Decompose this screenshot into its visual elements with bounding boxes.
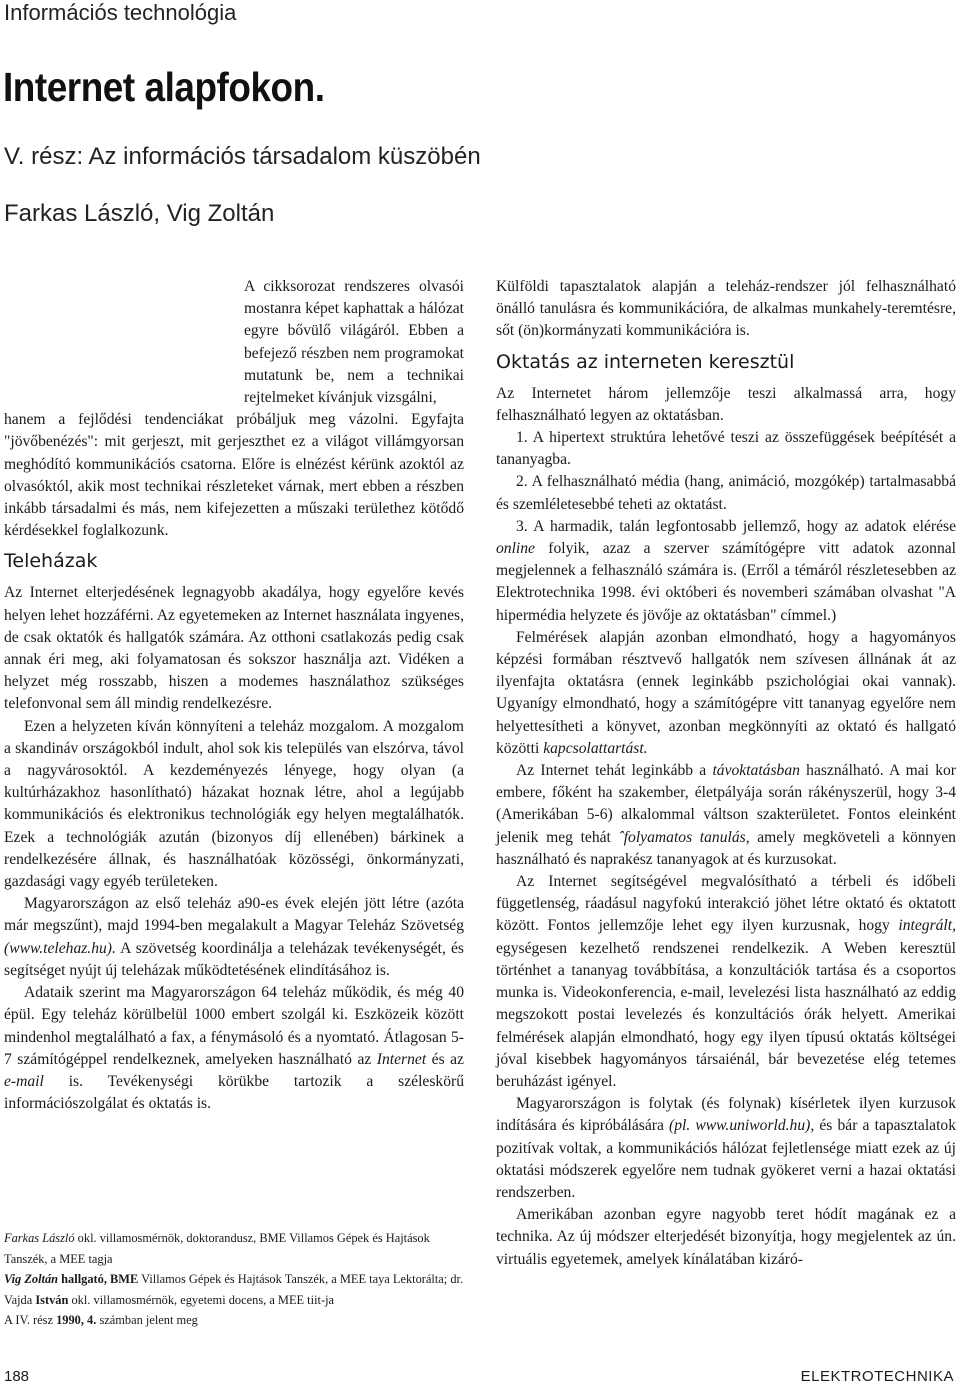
footnote-text: 1990, 4. xyxy=(56,1313,97,1328)
text-run: egységesen kezelhető rendszenei rendelkezik. A Weben keresztül történhet a tananyag továbbítása, a konzultációk tartása és a csoportos munka is. Videokonferencia, e-mail, levelezési lista használható az eddig megszokott postai levelezés és konzultációs órák helyett. Amerikai felmérések alapján elmondható, hogy egy ilyen típusú oktatás költségei jóval kisebbek hagyományos társaiénál, bár bevezetése elég tetemes beruházást igényel. xyxy=(496,939,956,1090)
emphasis: ˆfolyamatos tanulás, xyxy=(618,828,750,846)
text-run: és bár a tapasztalatok pozitívak voltak, a kommunikációs hálózat fejletlensége miatt ezek az új oktatási módszerek egyelőre nem tudnak gyökeret verni a hazai oktatási rendszerben. xyxy=(496,1117,957,1201)
list-item xyxy=(496,516,956,627)
text-run: Adataik szerint ma Magyarországon 64 teleház működik, és még 40 épül. Egy teleház körülbelül 1000 embert szolgál ki. Eszközeik között mindenhol megtalálható a fax, a fénymásoló és a nyomtató. Átlagosan 5-7 számítógéppel rendelkeznek, amelyeken használható az xyxy=(4,984,464,1068)
running-head: Információs technológia xyxy=(4,0,237,25)
emphasis: integrált, xyxy=(898,917,956,935)
text-run: Magyarországon is folytak (és folynak) kísérletek ilyen kurzusok indítására és kipróbálására xyxy=(496,1095,956,1135)
emphasis: távoktatásban xyxy=(712,762,800,780)
footnotes xyxy=(4,1228,464,1331)
url-text: (www.telehaz.hu). xyxy=(4,939,116,957)
paragraph: Az Internet elterjedésének legnagyobb akadálya, hogy egyelőre kevés helyen lehet hozzáférni. Az egyetemeken az Internet használata ingyenes, de csak oktatók és hallgatók számára. Az otthoni csatlakozás pedig csak annak éri meg, aki folyamatosan és sokszor használja azt. Vidéken a helyzet még rosszabb, hiszen a modemes használathoz szükséges telefonvonal sem áll mindig rendelkezésre. xyxy=(4,584,464,713)
section-heading-oktatas: Oktatás az interneten keresztül xyxy=(496,350,795,373)
paragraph xyxy=(496,627,956,760)
footnote xyxy=(4,1228,464,1269)
footnote-name: Farkas László xyxy=(4,1231,75,1245)
article-subtitle: V. rész: Az információs társadalom küszöbén xyxy=(4,143,481,170)
page-number: 188 xyxy=(4,1368,30,1385)
text-run: is. Tevékenységi körükbe tartozik a széleskörű információszolgálat és oktatás is. xyxy=(4,1072,464,1113)
list-item: 2. A felhasználható média (hang, animáció, mozgókép) tartalmasabbá és szemléletesebbé teheti az oktatást. xyxy=(496,473,956,513)
footnote-text: számban jelent meg xyxy=(96,1313,198,1328)
right-column xyxy=(496,276,956,1271)
footnote-text: okl. villamosmérnök, egyetemi docens, a MEE tiit-ja xyxy=(68,1292,335,1307)
lead-paragraph-box xyxy=(244,276,464,409)
paragraph xyxy=(4,982,464,1115)
text-run: Az Internet segítségével megvalósítható a térbeli és időbeli függetlenség, ráadásul nagyfokú interakció jöhet létre oktató és oktatott között. Fontos jellemzője lehet egy ilyen kurzusnak, hogy xyxy=(496,873,956,935)
text-run: amely megköveteli a könnyen használható és naprakész tananyagok at és kurzusokat. xyxy=(496,828,956,868)
text-run: Felmérések alapján azonban elmondható, hogy a hagyományos képzési formában résztvevő hallgatók nem szívesen állnának át az ilyenfajta oktatásra (ennek leginkább pszichológiai okai vannak). Ugyanígy elmondható, hogy a számítógépre vitt tananyag egyelőre nem helyettesítheti a könyvet, azonban megkönnyíti az oktató és hallgató közötti xyxy=(496,628,956,757)
text-run: folyik, azaz a szerver számítógépre vitt adatok azonnal megjelennek a felhasználó számára is. (Erről a témáról részletesebben az Elektrotechnika 1998. évi októberi és novemberi számában olvashat "A hipermédia helyzete és jövője az oktatásban" címmel.) xyxy=(496,540,956,624)
text-run: és az xyxy=(426,1050,464,1068)
left-column xyxy=(4,276,464,1115)
paragraph: Külföldi tapasztalatok alapján a teleház-rendszer jól felhasználható önálló tanulásra és kommunikációra, de alkalmas munkahely-teremtésre, sőt (ön)kormányzati kommunikációra is. xyxy=(496,278,956,340)
url-text: (pl. www.uniworld.hu), xyxy=(669,1117,815,1135)
paragraph: Amerikában azonban egyre nagyobb teret hódít magának ez a technika. Az új módszer elterjedését bizonyítja, hogy megjelentek az ún. virtuális egyetemek, amelyek kínálatában kizáró- xyxy=(496,1206,956,1268)
paragraph xyxy=(496,871,956,1093)
list-item: 1. A hipertext struktúra lehetővé teszi az összefüggések beépítését a tananyagba. xyxy=(496,429,956,469)
footnote-text: okl. villamosmérnök, doktorandusz, BME Villamos Gépek és Hajtások Tanszék, a MEE tagja xyxy=(4,1231,430,1266)
emphasis: Internet xyxy=(376,1050,427,1068)
text-run: 3. A harmadik, talán legfontosabb jellemző, hogy az adatok elérése xyxy=(516,517,956,535)
text-run: használható. A mai kor embere, főként ha szakember, életpályája során rákényszerül, hogy 3-4 (Amerikában 5-6) alkalommal váltson szakterületet. Fontos eleinként jelenik meg tehát xyxy=(496,762,956,846)
text-run: A szövetség koordinálja a teleházak tevékenységét, és segítséget nyújt új teleházak működtetésének elindításához is. xyxy=(4,939,464,979)
lead-paragraph: A cikksorozat rendszeres olvasói mostanra képet kaphattak a hálózat egyre bővülő világáról. Ebben a befejező részben nem programokat mutatunk be, nem a technikai rejtelmeket kívánjuk vizsgálni, xyxy=(244,278,464,407)
journal-name: ELEKTROTECHNIKA xyxy=(800,1368,954,1385)
footnote-role: hallgató, BME xyxy=(58,1272,139,1287)
footnote-text: István xyxy=(35,1292,69,1307)
footnote xyxy=(4,1269,464,1310)
paragraph xyxy=(496,760,956,871)
article-title: Internet alapfokon. xyxy=(3,64,325,110)
text-run: Magyarországon az első teleház a90-es évek elején jött létre (azóta már megszűnt), majd 1994-ben megalakult a Magyar Teleház Szövetség xyxy=(4,895,464,935)
footnote-text: Villamos Gépek és Hajtások Tanszék, a MEE taya Lektorálta; dr. Vajda xyxy=(4,1272,464,1307)
text-run: Az Internet tehát leginkább a xyxy=(516,762,713,780)
emphasis: online xyxy=(496,540,535,558)
paragraph xyxy=(4,893,464,982)
paragraph: Ezen a helyzeten kíván könnyíteni a teleház mozgalom. A mozgalom a skandináv országokból indult, ahol sok kis település van elszórva, távol a nagyvárosoktól. A kezdeményezés lényege, hogy olyan (a kultúrházakhoz hasonlítható) házakat hoznak létre, ahol a legújabb kommunikációs és elektronikus technológiák egy helyen megtalálhatók. Ezek a technológiák azután (bizonyos díj ellenében) bárkinek a rendelkezésére állnak, és használhatóak közösségi, önkormányzati, gazdasági vagy egyéb területeken. xyxy=(4,717,464,891)
paragraph xyxy=(496,1093,956,1204)
footnote-text: A IV. rész xyxy=(4,1313,57,1328)
footnote-name: Vig Zoltán xyxy=(4,1272,59,1287)
lead-paragraph-continued: hanem a fejlődési tendenciákat próbáljuk meg vázolni. Egyfajta "jövőbenézés": mit gerjeszt, mit gerjeszthet ez a világot villámgyorsan meghódító kommunikációs csatorna. Előre is elnézést kérünk azoktól az olvasóktól, akik most technikai részleteket várnak, mert ebben a részben inkább társadalmi és más, nem kifejezetten a műszaki területhez kötődő kérdésekkel foglalkozunk. xyxy=(4,411,464,540)
emphasis: kapcsolattartást. xyxy=(543,739,648,757)
footnote xyxy=(4,1310,464,1331)
emphasis: e-mail xyxy=(4,1072,44,1090)
section-heading-telehazak: Teleházak xyxy=(4,550,98,573)
paragraph: Az Internetet három jellemzője teszi alkalmassá arra, hogy felhasználható legyen az oktatásban. xyxy=(496,384,956,424)
article-authors: Farkas László, Vig Zoltán xyxy=(4,200,275,227)
